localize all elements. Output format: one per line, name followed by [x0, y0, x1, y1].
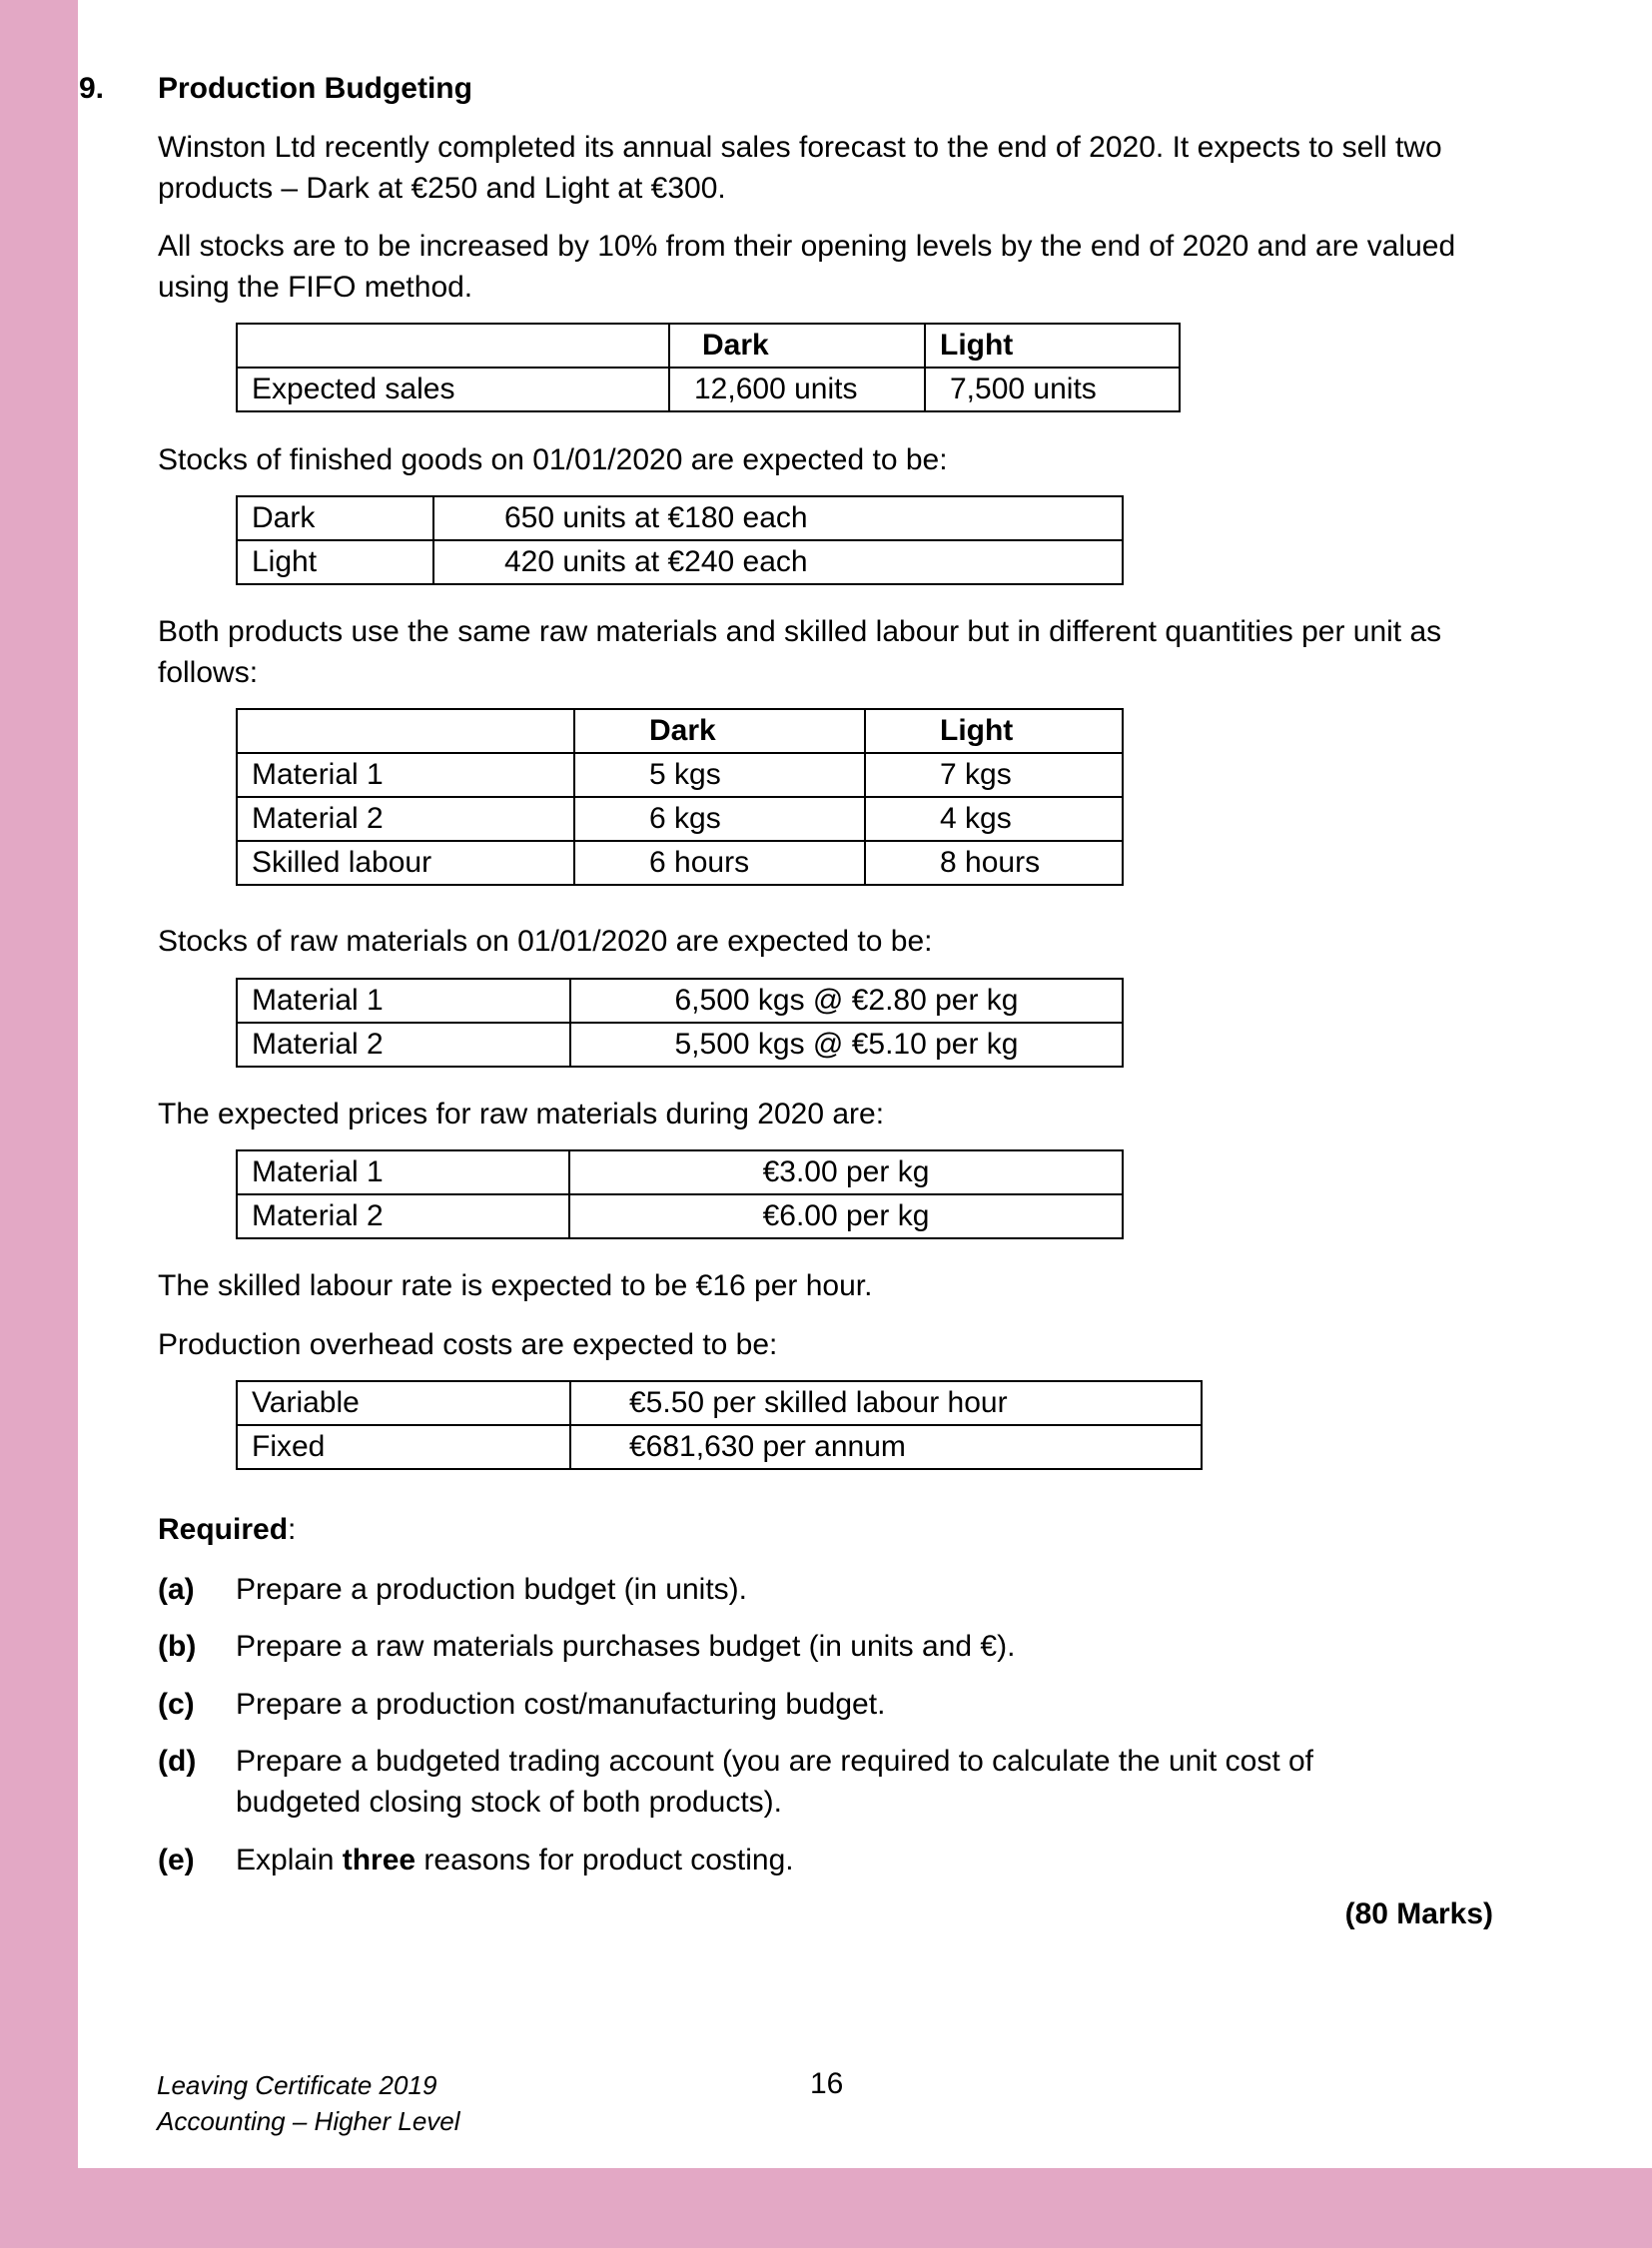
overhead-caption: Production overhead costs are expected to be: — [158, 1328, 778, 1361]
required-heading — [158, 1513, 296, 1547]
required-item-text — [236, 1840, 1414, 1880]
required-item-text: Prepare a raw materials purchases budget (in units and €). — [236, 1630, 1016, 1663]
labour-rate-text: The skilled labour rate is expected to be €16 per hour. — [158, 1269, 873, 1302]
finished-goods-table — [236, 495, 1124, 585]
table-header-cell: Dark — [669, 324, 925, 368]
table-header-cell: Dark — [574, 709, 865, 753]
table-cell: €3.00 per kg — [569, 1150, 1123, 1194]
table-cell: Light — [237, 540, 433, 584]
table-row — [237, 368, 1180, 411]
table-cell: Expected sales — [237, 368, 669, 411]
page-number: 16 — [810, 2067, 844, 2100]
required-item-text-end: reasons for product costing. — [415, 1844, 794, 1876]
table-cell: €5.50 per skilled labour hour — [570, 1381, 1202, 1425]
required-item-text: Prepare a production cost/manufacturing budget. — [236, 1688, 886, 1721]
table-row — [237, 540, 1123, 584]
required-item-b — [158, 1626, 1496, 1667]
intro-paragraph-2: All stocks are to be increased by 10% from their opening levels by the end of 2020 and are valued using the FIFO method. — [158, 230, 1456, 304]
required-item-label: (d) — [158, 1745, 197, 1778]
table-cell: Fixed — [237, 1425, 570, 1469]
raw-stock-caption: Stocks of raw materials on 01/01/2020 are expected to be: — [158, 925, 933, 958]
table-row — [237, 709, 1123, 753]
marks-total: (80 Marks) — [1344, 1897, 1493, 1930]
table-cell: 6 hours — [574, 841, 865, 885]
table-cell: 7,500 units — [925, 368, 1180, 411]
table-header-cell: Light — [925, 324, 1180, 368]
table-row — [237, 1150, 1123, 1194]
required-item-e — [158, 1840, 1496, 1880]
table-cell: 4 kgs — [865, 797, 1123, 841]
table-cell: Material 1 — [237, 1150, 569, 1194]
required-item-label: (c) — [158, 1688, 195, 1721]
raw-stock-table — [236, 978, 1124, 1068]
table-cell: 5,500 kgs @ €5.10 per kg — [570, 1023, 1123, 1067]
table-cell: 12,600 units — [669, 368, 925, 411]
table-row — [237, 841, 1123, 885]
required-item-label: (e) — [158, 1844, 195, 1876]
table-row — [237, 1194, 1123, 1238]
table-row — [237, 797, 1123, 841]
table-cell: 7 kgs — [865, 753, 1123, 797]
table-cell: 650 units at €180 each — [433, 496, 1123, 540]
required-item-c — [158, 1684, 1496, 1725]
intro-paragraph-1: Winston Ltd recently completed its annual sales forecast to the end of 2020. It expects to sell two products – Dark at €250 and Light at €300. — [158, 131, 1442, 205]
table-cell: 6,500 kgs @ €2.80 per kg — [570, 979, 1123, 1023]
table-cell: €6.00 per kg — [569, 1194, 1123, 1238]
table-cell: 8 hours — [865, 841, 1123, 885]
table-header-cell: Light — [865, 709, 1123, 753]
table-cell: Dark — [237, 496, 433, 540]
table-row — [237, 1023, 1123, 1067]
table-row — [237, 324, 1180, 368]
table-row — [237, 496, 1123, 540]
table-row — [237, 1425, 1202, 1469]
table-cell: Material 2 — [237, 1194, 569, 1238]
table-cell: 420 units at €240 each — [433, 540, 1123, 584]
table-cell — [237, 709, 574, 753]
required-item-text-start: Explain — [236, 1844, 343, 1876]
finished-goods-caption: Stocks of finished goods on 01/01/2020 are expected to be: — [158, 443, 948, 476]
required-item-label: (a) — [158, 1573, 195, 1606]
table-cell: 5 kgs — [574, 753, 865, 797]
required-item-text: Prepare a production budget (in units). — [236, 1573, 747, 1606]
usage-caption: Both products use the same raw materials and skilled labour but in different quantities per unit as follows: — [158, 615, 1442, 689]
prices-table — [236, 1149, 1124, 1239]
usage-table — [236, 708, 1124, 886]
question-number: 9. — [79, 72, 105, 105]
required-colon: : — [288, 1513, 297, 1546]
table-cell: 6 kgs — [574, 797, 865, 841]
table-cell: Material 1 — [237, 753, 574, 797]
footer-subject: Accounting – Higher Level — [157, 2106, 460, 2136]
table-cell — [237, 324, 669, 368]
required-item-d — [158, 1741, 1496, 1823]
overhead-table — [236, 1380, 1203, 1470]
sales-table — [236, 323, 1181, 412]
table-row — [237, 1381, 1202, 1425]
table-cell: Material 2 — [237, 1023, 570, 1067]
footer-exam-title: Leaving Certificate 2019 — [157, 2070, 437, 2100]
table-cell: Variable — [237, 1381, 570, 1425]
table-cell: Skilled labour — [237, 841, 574, 885]
required-label: Required — [158, 1513, 289, 1546]
required-item-label: (b) — [158, 1630, 197, 1663]
table-row — [237, 753, 1123, 797]
table-cell: €681,630 per annum — [570, 1425, 1202, 1469]
required-item-text-emphasis: three — [342, 1844, 416, 1876]
table-cell: Material 2 — [237, 797, 574, 841]
table-cell: Material 1 — [237, 979, 570, 1023]
prices-caption: The expected prices for raw materials during 2020 are: — [158, 1098, 885, 1130]
required-item-a — [158, 1569, 1496, 1610]
required-item-text: Prepare a budgeted trading account (you are required to calculate the unit cost of budgeted closing stock of both products). — [236, 1745, 1314, 1819]
table-row — [237, 979, 1123, 1023]
question-title: Production Budgeting — [158, 72, 472, 105]
